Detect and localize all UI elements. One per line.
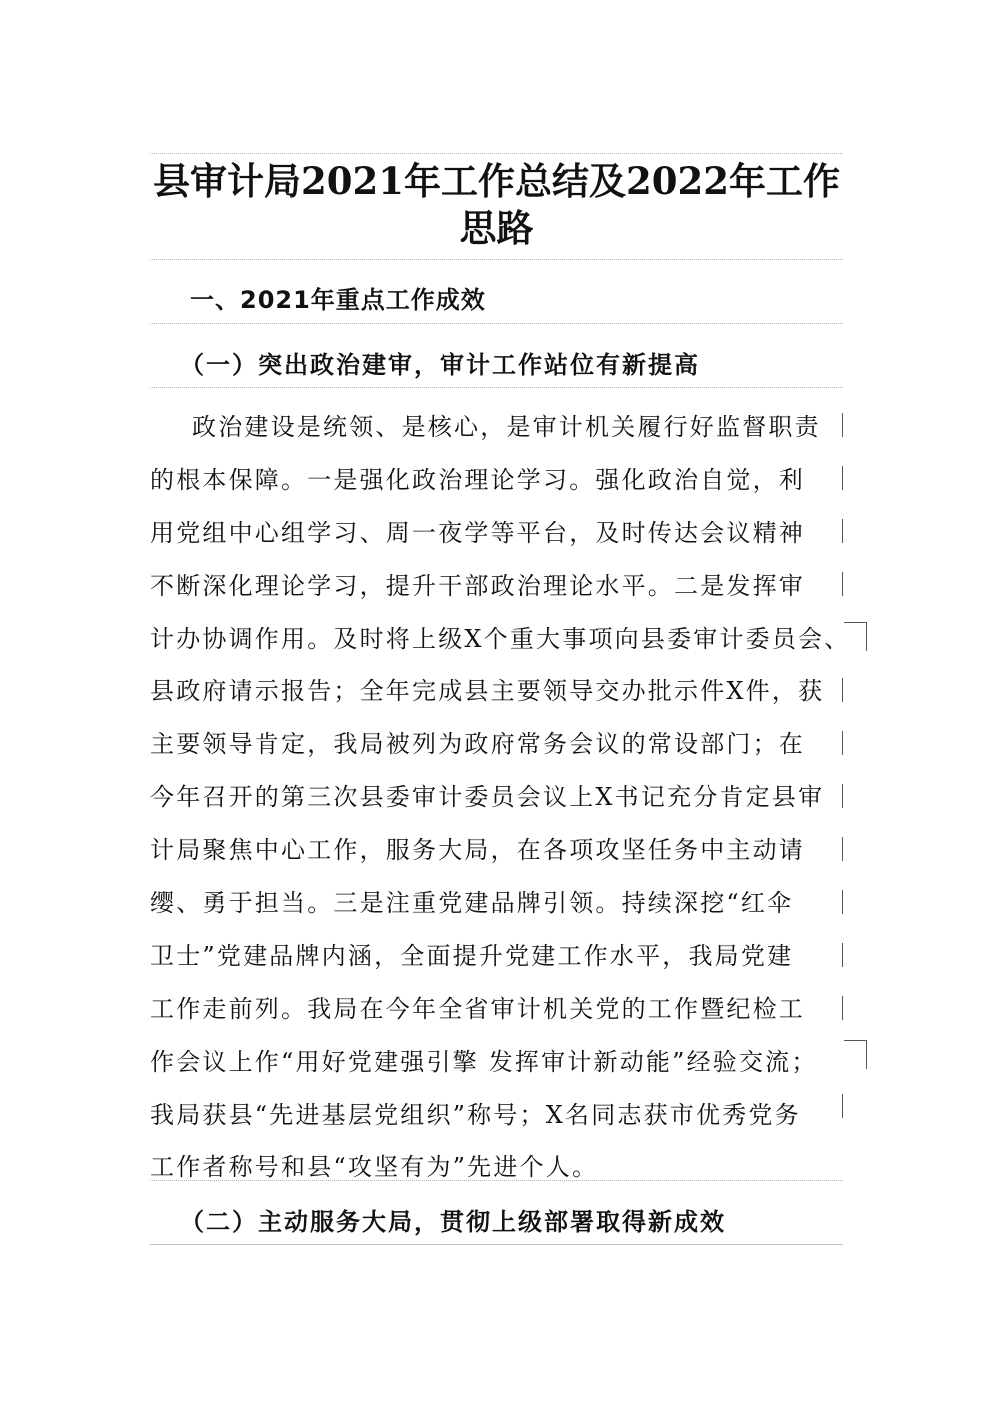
paragraph-line: 政治建设是统领、是核心，是审计机关履行好监督职责 <box>192 413 821 441</box>
paragraph-line: 的根本保障。一是强化政治理论学习。强化政治自觉，利 <box>150 465 805 494</box>
margin-mark <box>842 1094 843 1118</box>
paragraph-line: 计办协调作用。及时将上级X个重大事项向县委审计委员会、 <box>150 624 851 653</box>
paragraph-line: 卫士”党建品牌内涵，全面提升党建工作水平，我局党建 <box>150 941 794 970</box>
margin-mark <box>842 784 843 808</box>
margin-mark <box>842 837 843 861</box>
margin-mark <box>842 731 843 755</box>
margin-mark <box>842 413 843 437</box>
paragraph-line: 主要领导肯定，我局被列为政府常务会议的常设部门；在 <box>150 730 805 759</box>
section-2-heading: （二）主动服务大局，贯彻上级部署取得新成效 <box>180 1208 726 1236</box>
section-1-paragraph <box>150 401 850 1194</box>
overflow-corner-mark <box>844 1040 867 1069</box>
paragraph-line: 我局获县“先进基层党组织”称号；X名同志获市优秀党务 <box>150 1100 801 1129</box>
margin-mark <box>842 943 843 967</box>
heading-rule <box>150 323 843 324</box>
overflow-corner-mark <box>844 622 867 651</box>
paragraph-line: 计局聚焦中心工作，服务大局，在各项攻坚任务中主动请 <box>150 836 805 865</box>
page-bottom-rule <box>150 1244 843 1245</box>
margin-mark <box>842 466 843 490</box>
section-1-heading: （一）突出政治建审，审计工作站位有新提高 <box>180 351 700 379</box>
section-rule <box>150 387 843 388</box>
heading-1: 一、2021年重点工作成效 <box>190 286 486 314</box>
paragraph-line: 作会议上作“用好党建强引擎 发挥审计新动能”经验交流； <box>150 1047 818 1076</box>
margin-mark <box>842 678 843 702</box>
margin-mark <box>842 996 843 1020</box>
margin-mark <box>842 890 843 914</box>
document-title <box>150 158 843 252</box>
margin-mark <box>842 572 843 596</box>
title-bottom-rule <box>150 259 843 260</box>
paragraph-line: 不断深化理论学习，提升干部政治理论水平。二是发挥审 <box>150 571 805 600</box>
paragraph-line: 县政府请示报告；全年完成县主要领导交办批示件X件，获 <box>150 677 825 706</box>
margin-mark <box>842 519 843 543</box>
title-line-2: 思路 <box>459 206 534 250</box>
title-line-1: 县审计局2021年工作总结及2022年工作 <box>153 159 840 203</box>
paragraph-line: 工作者称号和县“攻坚有为”先进个人。 <box>150 1153 599 1182</box>
paragraph-line: 今年召开的第三次县委审计委员会议上X书记充分肯定县审 <box>150 783 825 812</box>
paragraph-line: 用党组中心组学习、周一夜学等平台，及时传达会议精神 <box>150 518 805 547</box>
paragraph-line: 工作走前列。我局在今年全省审计机关党的工作暨纪检工 <box>150 994 805 1023</box>
paragraph-line: 缨、勇于担当。三是注重党建品牌引领。持续深挖“红伞 <box>150 889 794 918</box>
top-rule <box>150 153 843 154</box>
